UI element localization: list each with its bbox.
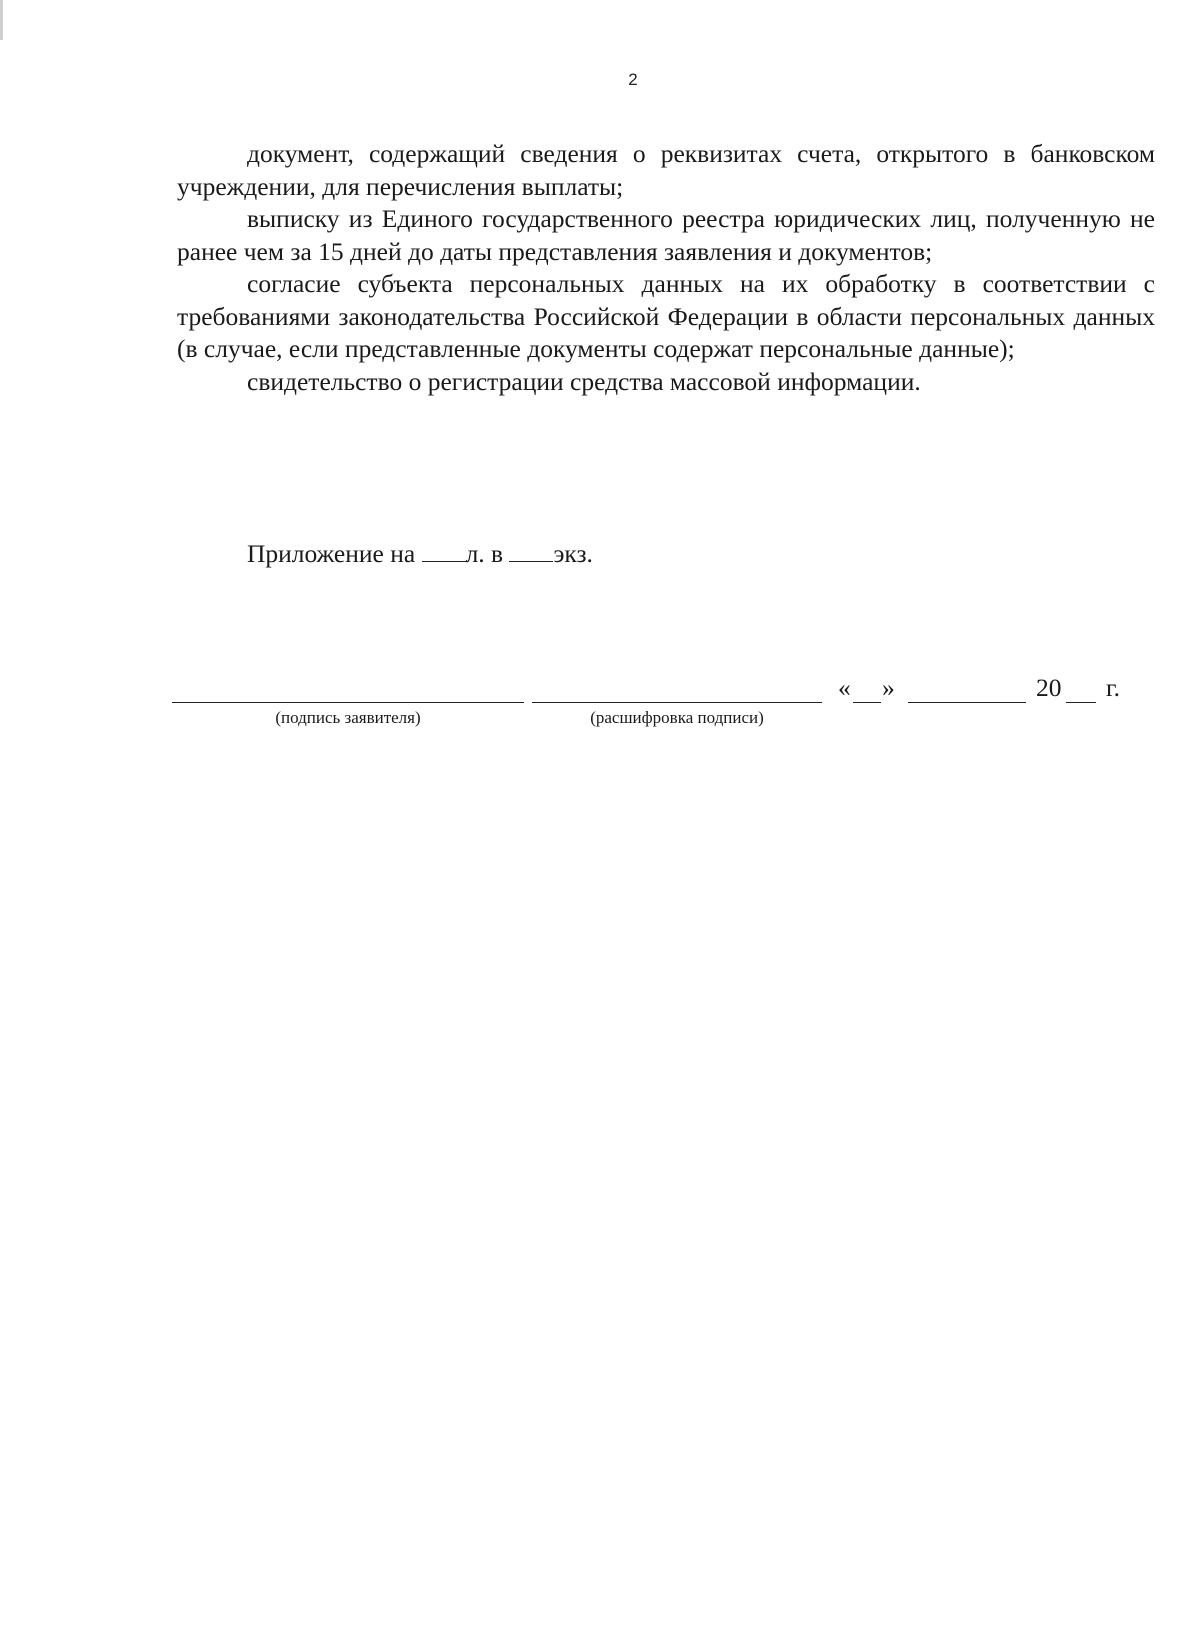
date-year-prefix: 20 — [1036, 673, 1062, 702]
signature-decoding-caption: (расшифровка подписи) — [590, 708, 764, 727]
appendix-middle: л. в — [465, 539, 504, 568]
appendix-line — [247, 538, 593, 570]
date-day-close-quote: » — [882, 673, 895, 702]
paragraph-media-registration: свидетельство о регистрации средства массовой информации. — [247, 366, 921, 396]
signature-row — [0, 672, 1200, 732]
page-number: 2 — [628, 70, 638, 89]
paragraph-bank-details: документ, содержащий сведения о реквизитах счета, открытого в банковском учреждении, для перечисления выплаты; — [177, 139, 1155, 201]
date-month-blank — [908, 702, 1026, 703]
appendix-copies-blank — [509, 539, 553, 562]
signature-decoding-line — [532, 702, 822, 703]
applicant-signature-line — [172, 702, 524, 703]
date-year-suffix: г. — [1106, 673, 1120, 702]
appendix-prefix: Приложение на — [247, 539, 416, 568]
applicant-signature-caption: (подпись заявителя) — [275, 708, 421, 727]
date-day-blank — [853, 702, 881, 703]
scan-edge-mark — [0, 0, 3, 40]
date-year-blank — [1066, 702, 1096, 703]
appendix-sheets-blank — [422, 539, 466, 562]
date-day-open-quote: « — [838, 673, 851, 702]
paragraph-egrul-extract: выписку из Единого государственного реестра юридических лиц, полученную не ранее чем за 15 дней до даты представления заявления и документов; — [177, 204, 1155, 266]
document-body — [177, 138, 1155, 398]
appendix-suffix: экз. — [553, 539, 593, 568]
paragraph-personal-data-consent: согласие субъекта персональных данных на их обработку в соответствии с требованиями законодательства Российской Федерации в области персональных данных (в случае, если представленные документы содержат персональные данные); — [177, 269, 1155, 363]
